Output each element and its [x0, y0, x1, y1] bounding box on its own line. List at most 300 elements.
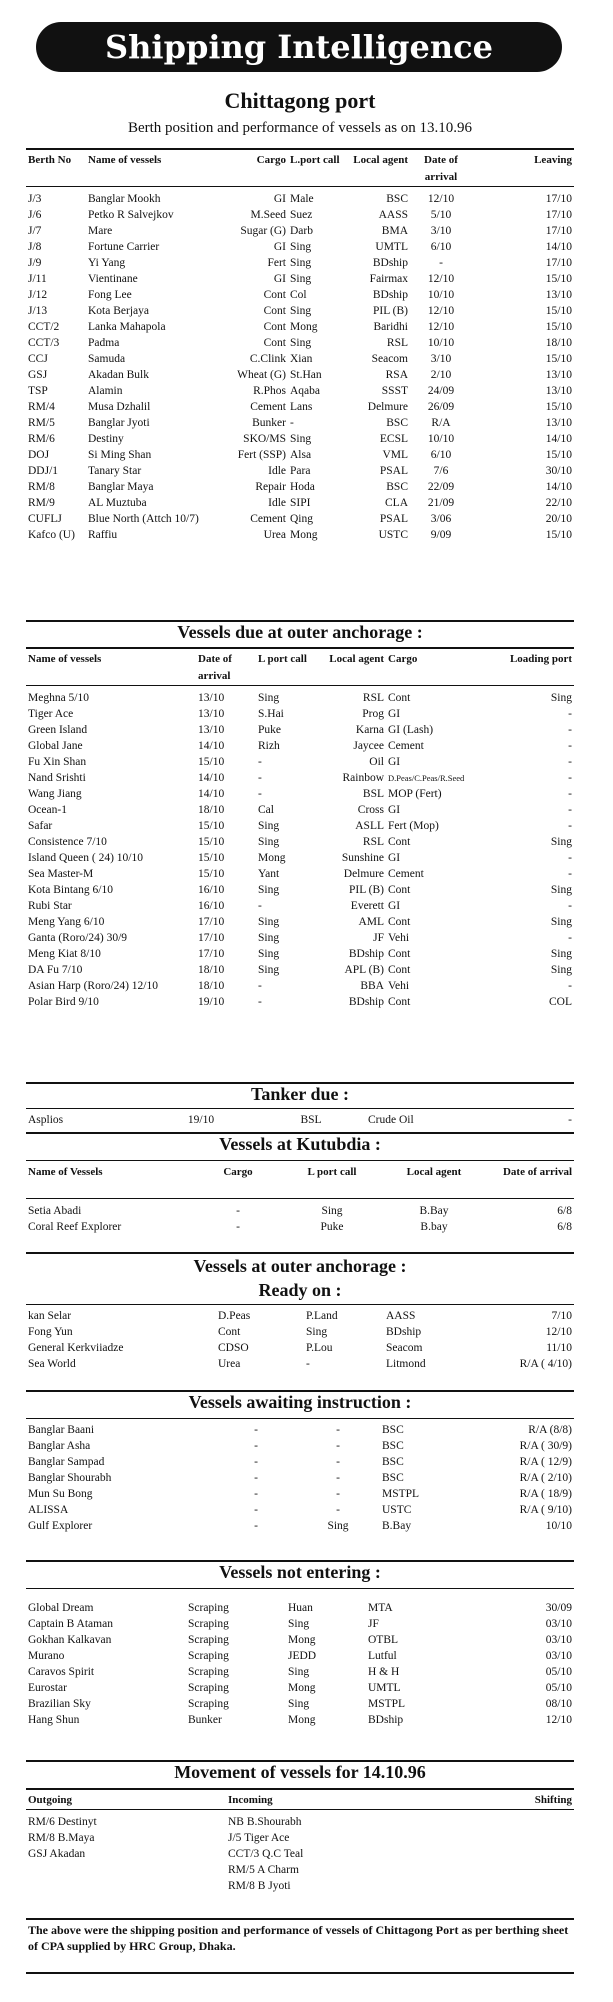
- table-cell: RSL: [386, 337, 408, 349]
- table-cell: Scraping: [188, 1698, 229, 1710]
- table-cell: 17/10: [198, 916, 225, 928]
- table-cell: Mare: [88, 225, 113, 237]
- table-cell: APL (B): [344, 964, 384, 976]
- table-cell: MTA: [368, 1602, 393, 1614]
- table-cell: Vientinane: [88, 273, 138, 285]
- column-header: Name of vessels: [88, 154, 162, 166]
- divider: [26, 148, 574, 150]
- table-cell: CLA: [385, 497, 408, 509]
- table-cell: B.Bay: [382, 1520, 412, 1532]
- table-cell: RSL: [362, 836, 384, 848]
- table-cell: Fu Xin Shan: [28, 756, 87, 768]
- table-cell: GI: [273, 241, 286, 253]
- table-cell: 9/09: [430, 529, 452, 541]
- table-cell: 17/10: [198, 948, 225, 960]
- table-cell: Vehi: [388, 932, 410, 944]
- table-cell: 14/10: [198, 772, 225, 784]
- table-row: [26, 1696, 574, 1712]
- table-row: [26, 1600, 574, 1616]
- table-cell: MSTPL: [368, 1698, 406, 1710]
- table-cell: P.Lou: [306, 1342, 333, 1354]
- table-cell: 15/10: [198, 836, 225, 848]
- table-row: [26, 962, 574, 978]
- table-cell: Captain B Ataman: [28, 1618, 113, 1630]
- table-cell: -: [568, 868, 572, 880]
- table-cell: 14/10: [545, 241, 572, 253]
- table-cell: DOJ: [28, 449, 50, 461]
- column-header: Local agent: [406, 1166, 462, 1178]
- table-row: [26, 1340, 574, 1356]
- table-cell: Cement: [388, 740, 424, 752]
- table-cell: Banglar Shourabh: [28, 1472, 112, 1484]
- table-row: [26, 754, 574, 770]
- table-cell: Padma: [88, 337, 120, 349]
- table-cell: Sing: [258, 948, 280, 960]
- table-cell: Cont: [388, 836, 411, 848]
- table-cell: Musa Dzhalil: [88, 401, 151, 413]
- table-cell: Cont: [263, 289, 286, 301]
- table-cell: Murano: [28, 1650, 65, 1662]
- table-cell: 18/10: [198, 804, 225, 816]
- table-cell: Scraping: [188, 1634, 229, 1646]
- table-cell: 17/10: [545, 209, 572, 221]
- table-cell: -: [568, 708, 572, 720]
- table-cell: GSJ Akadan: [28, 1848, 86, 1860]
- table-cell: Xian: [290, 353, 313, 365]
- table-cell: D.Peas/C.Peas/R.Seed: [388, 773, 465, 783]
- table-row: [26, 1712, 574, 1728]
- table-cell: Sea Master-M: [28, 868, 94, 880]
- table-row: [26, 191, 574, 207]
- table-cell: Sing: [258, 820, 280, 832]
- table-cell: BSC: [386, 481, 408, 493]
- shipping-page: [26, 8, 574, 1972]
- table-cell: GI: [388, 852, 401, 864]
- table-cell: 13/10: [198, 708, 225, 720]
- table-cell: 10/10: [427, 337, 455, 349]
- table-cell: Scraping: [188, 1666, 229, 1678]
- table-cell: Green Island: [28, 724, 88, 736]
- table-row: [26, 207, 574, 223]
- table-cell: Lans: [290, 401, 313, 413]
- table-header-row: [26, 1792, 574, 1810]
- table-cell: Sing: [327, 1520, 349, 1532]
- table-cell: -: [568, 820, 572, 832]
- table-cell: Sing: [290, 273, 312, 285]
- divider: [26, 1252, 574, 1254]
- table-cell: Sing: [290, 433, 312, 445]
- table-cell: B.bay: [420, 1221, 448, 1233]
- divider: [26, 1160, 574, 1161]
- table-row: [26, 834, 574, 850]
- table-row: [26, 1862, 574, 1878]
- table-cell: Sunshine: [341, 852, 384, 864]
- table-cell: Sugar (G): [240, 225, 286, 237]
- table-cell: COL: [549, 996, 572, 1008]
- table-cell: 10/10: [545, 1520, 572, 1532]
- table-row: [26, 335, 574, 351]
- table-cell: 15/10: [545, 305, 572, 317]
- table-cell: -: [290, 417, 294, 429]
- table-cell: 7/6: [433, 465, 449, 477]
- tanker-table: [26, 1112, 574, 1128]
- table-cell: 16/10: [198, 884, 225, 896]
- table-cell: Sing: [321, 1205, 343, 1217]
- table-cell: -: [254, 1440, 258, 1452]
- table-cell: J/8: [28, 241, 42, 253]
- table-cell: 13/10: [545, 417, 572, 429]
- table-cell: RSA: [385, 369, 408, 381]
- table-cell: -: [336, 1440, 340, 1452]
- table-cell: D.Peas: [218, 1310, 251, 1322]
- table-cell: RM/8 B.Maya: [28, 1832, 95, 1844]
- page-caption: Berth position and performance of vessels as on 13.10.96: [127, 120, 473, 136]
- table-cell: 15/10: [545, 273, 572, 285]
- table-cell: 18/10: [198, 980, 225, 992]
- table-row: [26, 978, 574, 994]
- table-cell: Crude Oil: [368, 1114, 414, 1126]
- table-row: [26, 722, 574, 738]
- table-cell: Seacom: [371, 353, 408, 365]
- table-cell: Sing: [550, 948, 572, 960]
- table-cell: Huan: [288, 1602, 313, 1614]
- table-row: [26, 1830, 574, 1846]
- table-cell: Delmure: [367, 401, 408, 413]
- page-title: Shipping Intelligence: [36, 22, 562, 72]
- table-cell: Destiny: [88, 433, 124, 445]
- table-cell: GI (Lash): [388, 724, 434, 736]
- table-cell: [26, 1862, 226, 1878]
- table-cell: H & H: [368, 1666, 400, 1678]
- table-cell: 15/10: [545, 401, 572, 413]
- table-cell: -: [236, 1205, 240, 1217]
- table-cell: Cont: [388, 948, 411, 960]
- ready-heading: Vessels at outer anchorage :: [193, 1256, 407, 1276]
- table-cell: Idle: [268, 465, 286, 477]
- table-cell: 18/10: [198, 964, 225, 976]
- table-row: [26, 1648, 574, 1664]
- table-cell: 26/09: [427, 401, 455, 413]
- table-cell: 19/10: [198, 996, 225, 1008]
- table-cell: CCJ: [28, 353, 48, 365]
- table-cell: 24/09: [427, 385, 455, 397]
- table-cell: R/A ( 2/10): [519, 1472, 572, 1484]
- table-cell: 7/10: [551, 1310, 572, 1322]
- table-cell: 6/10: [430, 241, 452, 253]
- table-cell: Caravos Spirit: [28, 1666, 95, 1678]
- table-cell: Si Ming Shan: [88, 449, 152, 461]
- table-cell: Delmure: [343, 868, 384, 880]
- table-cell: Sing: [258, 836, 280, 848]
- table-cell: -: [258, 756, 262, 768]
- table-cell: Sing: [258, 964, 280, 976]
- table-cell: -: [439, 257, 443, 269]
- table-row: [26, 818, 574, 834]
- table-cell: Bunker: [188, 1714, 222, 1726]
- table-cell: 22/09: [427, 481, 455, 493]
- table-cell: 13/10: [545, 289, 572, 301]
- table-cell: Bunker: [252, 417, 286, 429]
- ready-subheading: Ready on :: [258, 1280, 342, 1300]
- table-row: [26, 479, 574, 495]
- table-cell: BDship: [372, 257, 408, 269]
- table-cell: 10/10: [427, 289, 455, 301]
- table-cell: 5/10: [430, 209, 452, 221]
- table-cell: BDship: [368, 1714, 404, 1726]
- table-cell: Sing: [290, 257, 312, 269]
- berth-table: [26, 152, 574, 543]
- table-cell: PSAL: [379, 513, 408, 525]
- table-cell: GI: [273, 193, 286, 205]
- table-cell: 15/10: [198, 820, 225, 832]
- table-row: [26, 1356, 574, 1372]
- table-cell: 12/10: [545, 1714, 572, 1726]
- table-cell: UMTL: [368, 1682, 401, 1694]
- table-row: [26, 1616, 574, 1632]
- table-cell: GI: [388, 708, 401, 720]
- table-cell: 17/10: [545, 193, 572, 205]
- table-cell: J/7: [28, 225, 42, 237]
- table-row: [26, 1502, 574, 1518]
- movement-heading: Movement of vessels for 14.10.96: [174, 1762, 426, 1782]
- table-cell: BDship: [386, 1326, 422, 1338]
- table-cell: Fert (Mop): [388, 820, 439, 832]
- column-header: Leaving: [534, 154, 572, 166]
- table-cell: J/3: [28, 193, 42, 205]
- table-cell: Urea: [218, 1358, 241, 1370]
- table-cell: Jaycee: [353, 740, 384, 752]
- table-cell: Cement: [388, 868, 424, 880]
- table-cell: PIL (B): [348, 884, 384, 896]
- table-cell: Polar Bird 9/10: [28, 996, 99, 1008]
- table-cell: 18/10: [545, 337, 572, 349]
- table-cell: R.Phos: [253, 385, 286, 397]
- table-cell: 14/10: [545, 433, 572, 445]
- table-cell: Setia Abadi: [28, 1205, 82, 1217]
- table-row: [26, 527, 574, 543]
- table-cell: Aqaba: [290, 385, 321, 397]
- table-cell: -: [258, 900, 262, 912]
- table-cell: TSP: [28, 385, 48, 397]
- kutubdia-heading: Vessels at Kutubdia :: [219, 1134, 381, 1154]
- table-cell: Gulf Explorer: [28, 1520, 93, 1532]
- table-cell: BSC: [386, 417, 408, 429]
- table-cell: Banglar Maya: [88, 481, 154, 493]
- table-cell: 03/10: [545, 1650, 572, 1662]
- table-row: [26, 914, 574, 930]
- table-cell: Cement: [250, 401, 286, 413]
- table-row: [26, 223, 574, 239]
- table-cell: Para: [290, 465, 311, 477]
- table-row: [26, 367, 574, 383]
- table-row: [26, 1324, 574, 1340]
- table-cell: -: [258, 980, 262, 992]
- not-entering-table: [26, 1600, 574, 1728]
- table-row: [26, 866, 574, 882]
- table-cell: Banglar Jyoti: [88, 417, 150, 429]
- table-cell: Sing: [550, 884, 572, 896]
- table-cell: Island Queen ( 24) 10/10: [28, 852, 143, 864]
- column-header: Date of arrival: [198, 653, 232, 682]
- table-row: [26, 946, 574, 962]
- table-cell: 15/10: [198, 868, 225, 880]
- table-cell: Sing: [258, 692, 280, 704]
- table-row: [26, 850, 574, 866]
- table-row: [26, 399, 574, 415]
- table-cell: Ganta (Roro/24) 30/9: [28, 932, 128, 944]
- table-cell: Sing: [290, 337, 312, 349]
- table-cell: M.Seed: [250, 209, 286, 221]
- table-cell: Vehi: [388, 980, 410, 992]
- column-header: Date of arrival: [502, 1166, 572, 1178]
- table-cell: SIPI: [290, 497, 311, 509]
- table-cell: 13/10: [545, 385, 572, 397]
- table-cell: -: [258, 788, 262, 800]
- table-row: [26, 431, 574, 447]
- divider: [26, 1788, 574, 1790]
- table-cell: Scraping: [188, 1602, 229, 1614]
- table-cell: 20/10: [545, 513, 572, 525]
- table-row: [26, 882, 574, 898]
- table-cell: 03/10: [545, 1634, 572, 1646]
- table-cell: JF: [373, 932, 384, 944]
- table-row: [26, 415, 574, 431]
- table-row: [26, 1680, 574, 1696]
- table-cell: Cont: [388, 996, 411, 1008]
- table-cell: CCT/2: [28, 321, 60, 333]
- table-cell: Cont: [218, 1326, 241, 1338]
- table-cell: -: [568, 980, 572, 992]
- table-cell: -: [254, 1488, 258, 1500]
- table-header-row: [26, 651, 574, 686]
- table-cell: RM/5 A Charm: [228, 1864, 299, 1876]
- outer-anchorage-table: [26, 651, 574, 1010]
- column-header: Shifting: [534, 1794, 572, 1806]
- table-cell: Raffiu: [88, 529, 118, 541]
- ready-table: [26, 1308, 574, 1372]
- table-cell: 6/8: [557, 1205, 572, 1217]
- table-row: [26, 319, 574, 335]
- table-cell: Karna: [355, 724, 384, 736]
- table-cell: 05/10: [545, 1682, 572, 1694]
- table-cell: Puke: [258, 724, 281, 736]
- table-row: [26, 898, 574, 914]
- table-cell: Sing: [290, 305, 312, 317]
- table-cell: JEDD: [288, 1650, 317, 1662]
- table-cell: Sing: [288, 1666, 310, 1678]
- table-row: [26, 1846, 574, 1862]
- table-cell: Mong: [290, 321, 318, 333]
- table-cell: Blue North (Attch 10/7): [88, 513, 199, 525]
- table-cell: Cont: [388, 884, 411, 896]
- table-cell: 6/10: [430, 449, 452, 461]
- table-cell: PSAL: [379, 465, 408, 477]
- table-row: [26, 1438, 574, 1454]
- table-cell: GI: [388, 804, 401, 816]
- table-cell: Consistence 7/10: [28, 836, 107, 848]
- awaiting-table: [26, 1422, 574, 1534]
- table-cell: CCT/3 Q.C Teal: [228, 1848, 304, 1860]
- table-cell: Safar: [28, 820, 53, 832]
- table-cell: Fortune Carrier: [88, 241, 160, 253]
- table-cell: 12/10: [545, 1326, 572, 1338]
- table-cell: Meng Kiat 8/10: [28, 948, 101, 960]
- table-cell: 12/10: [427, 273, 455, 285]
- table-cell: J/11: [28, 273, 47, 285]
- table-cell: 12/10: [427, 321, 455, 333]
- table-cell: Akadan Bulk: [88, 369, 150, 381]
- table-cell: 15/10: [545, 449, 572, 461]
- column-header: Incoming: [228, 1794, 273, 1806]
- table-cell: CCT/3: [28, 337, 60, 349]
- divider: [26, 1918, 574, 1920]
- table-cell: NB B.Shourabh: [228, 1816, 302, 1828]
- table-cell: -: [258, 996, 262, 1008]
- table-cell: Ocean-1: [28, 804, 67, 816]
- table-cell: BSC: [386, 193, 408, 205]
- table-cell: Mong: [290, 529, 318, 541]
- table-cell: Darb: [290, 225, 313, 237]
- table-cell: 6/8: [557, 1221, 572, 1233]
- table-cell: -: [336, 1456, 340, 1468]
- table-cell: Global Jane: [28, 740, 83, 752]
- table-cell: -: [254, 1472, 258, 1484]
- table-cell: VML: [382, 449, 408, 461]
- table-cell: General Kerkviiadze: [28, 1342, 124, 1354]
- table-cell: ECSL: [379, 433, 408, 445]
- table-cell: RM/9: [28, 497, 55, 509]
- table-cell: Cal: [258, 804, 274, 816]
- table-cell: 30/10: [545, 465, 572, 477]
- table-cell: Kota Berjaya: [88, 305, 149, 317]
- table-row: [26, 239, 574, 255]
- table-cell: -: [258, 772, 262, 784]
- table-cell: P.Land: [306, 1310, 338, 1322]
- table-cell: -: [568, 772, 572, 784]
- table-cell: Suez: [290, 209, 313, 221]
- table-cell: 11/10: [546, 1342, 572, 1354]
- divider: [26, 647, 574, 649]
- notentering-heading: Vessels not entering :: [219, 1562, 381, 1582]
- table-row: [26, 255, 574, 271]
- table-cell: J/12: [28, 289, 48, 301]
- table-cell: RSL: [362, 692, 384, 704]
- table-cell: -: [254, 1456, 258, 1468]
- table-cell: B.Bay: [419, 1205, 449, 1217]
- table-cell: USTC: [378, 529, 408, 541]
- table-cell: Kafco (U): [28, 529, 75, 541]
- table-cell: Scraping: [188, 1618, 229, 1630]
- table-header-row: [26, 1164, 574, 1199]
- column-header: Cargo: [256, 154, 286, 166]
- table-row: [26, 690, 574, 706]
- table-cell: Banglar Asha: [28, 1440, 91, 1452]
- table-cell: Mun Su Bong: [28, 1488, 93, 1500]
- table-cell: 13/10: [545, 369, 572, 381]
- divider: [26, 1304, 574, 1305]
- table-cell: Qing: [290, 513, 313, 525]
- table-row: [26, 1203, 574, 1219]
- table-cell: Baridhi: [373, 321, 408, 333]
- table-cell: Wang Jiang: [28, 788, 82, 800]
- table-cell: -: [568, 740, 572, 752]
- table-cell: Sing: [258, 884, 280, 896]
- table-cell: 17/10: [545, 257, 572, 269]
- table-cell: Litmond: [386, 1358, 426, 1370]
- table-row: [26, 1878, 574, 1894]
- divider: [26, 1972, 574, 1974]
- table-cell: Sing: [550, 692, 572, 704]
